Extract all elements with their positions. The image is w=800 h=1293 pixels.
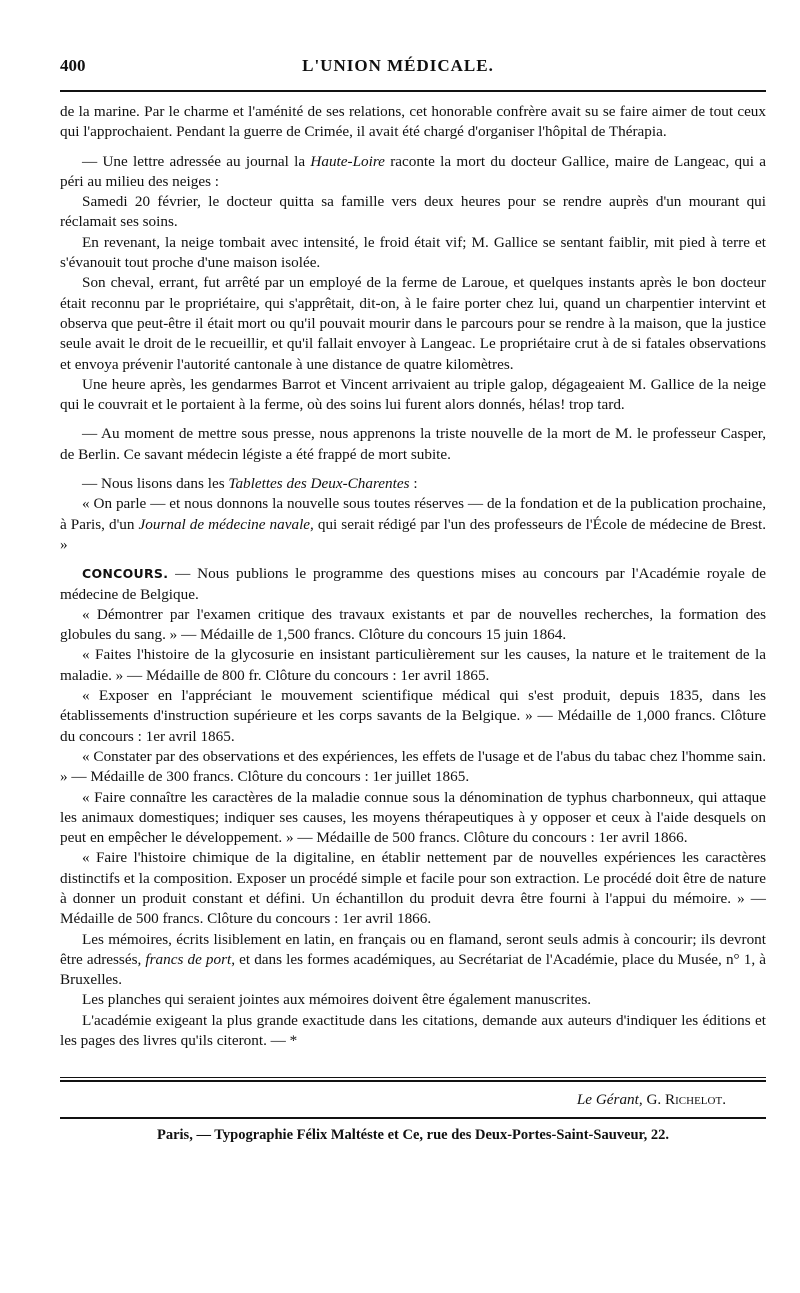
printer-imprint: Paris, — Typographie Félix Maltéste et Ce, rue des Deux-Portes-Saint-Sauveur, 22. — [156, 1126, 669, 1143]
signature — [60, 1090, 766, 1110]
paragraph-citations: L'académie exigeant la plus grande exactitude dans les citations, demande aux auteurs d'indiquer les éditions et les pages des livres qu'ils citeront. — * — [60, 1011, 766, 1050]
signature-name: G. Richelot. — [646, 1091, 726, 1109]
paragraph-marine: de la marine. Par le charme et l'aménité de ses relations, cet honorable confrère avait su se faire aimer de tout ceux qui l'approchaient. Pendant la guerre de Crimée, il avait été chargé d'organiser l'hôpital de Thérapia. — [60, 103, 766, 141]
paragraph-concours: CONCOURS. — Nous publions le programme des questions mises au concours par l'Académie royale de médecine de Belgique. — [60, 565, 766, 603]
paragraph-journal-navale: « On parle — et nous donnons la nouvelle sous toutes réserves — de la fondation et de la publication prochaine, à Paris, d'un Journal de médecine navale, qui serait rédigé par l'un des professeurs de l'École de médecine de Brest. » — [60, 495, 766, 553]
paragraph-question-mouvement: « Exposer en l'appréciant le mouvement scientifique médical qui s'est produit, depuis 1835, dans les établissements d'instruction supérieure et les corps savants de la Belgique. » — Médaille de 1,000 francs. Clôture du concours : 1er avril 1865. — [60, 687, 766, 745]
paragraph-casper: — Au moment de mettre sous presse, nous apprenons la triste nouvelle de la mort de M. le professeur Casper, de Berlin. Ce savant médecin légiste a été frappé de mort subite. — [60, 425, 766, 463]
paragraph-tablettes: — Nous lisons dans les Tablettes des Deux-Charentes : — [82, 475, 418, 493]
paragraph-gallice-letter: — Une lettre adressée au journal la Haute-Loire raconte la mort du docteur Gallice, maire de Langeac, qui a péri au milieu des neiges : — [60, 152, 766, 190]
journal-name: Tablettes des Deux-Charentes — [228, 475, 410, 493]
journal-name: Haute-Loire — [310, 152, 385, 170]
footer-rule — [60, 1077, 766, 1078]
paragraph-question-glycosurie: « Faites l'histoire de la glycosurie en insistant particulièrement sur les causes, la nature et le traitement de la maladie. » — Médaille de 800 fr. Clôture du concours : 1er avril 1865. — [60, 646, 766, 684]
paragraph-question-globules: « Démontrer par l'examen critique des travaux existants et par de nouvelles recherches, la formation des globules du sang. » — Médaille de 1,500 francs. Clôture du concours 15 juin 1864. — [60, 605, 766, 644]
journal-title: L'UNION MÉDICALE. — [302, 56, 494, 75]
page-number: 400 — [60, 56, 86, 75]
paragraph-revenant: En revenant, la neige tombait avec intensité, le froid était vif; M. Gallice se sentant faiblir, mit pied à terre et s'évanouit tout proche d'une maison isolée. — [60, 233, 766, 272]
imprint-rule — [60, 1117, 766, 1119]
page-header — [60, 56, 766, 86]
paragraph-question-tabac: « Constater par des observations et des expériences, les effets de l'usage et de l'abus du tabac chez l'homme sain. » — Médaille de 300 francs. Clôture du concours : 1er juillet 1865. — [60, 747, 766, 786]
paragraph-planches: Les planches qui seraient jointes aux mémoires doivent être également manuscrites. — [82, 991, 592, 1009]
paragraph-memoires: Les mémoires, écrits lisiblement en latin, en français ou en flamand, seront seuls admis à concourir; ils devront être adressés, francs de port, et dans les formes académiques, au Secrétariat de l'Académie, place du Musée, n° 1, à Bruxelles. — [60, 930, 766, 989]
signature-role: Le Gérant, — [576, 1091, 643, 1109]
footer-rule-thick — [60, 1080, 766, 1082]
paragraph-cheval: Son cheval, errant, fut arrêté par un employé de la ferme de Laroue, et quelques instants après le bon docteur était reconnu par le propriétaire, qui s'apprêtait, dit-on, à le faire porter chez lui, quand un charpentier intervint et observa que peut-être il était mort ou qu'il pouvait mourir dans le parcours pour se rendre à la maison, que la justice seule avait le droit de le recueillir, et qu'il fallait envoyer à Langeac. Le propriétaire crut à de si fatales observations et envoya prévenir l'autorité cantonale à une distance de quatre kilomètres. — [60, 274, 766, 373]
header-rule — [60, 90, 766, 92]
paragraph-question-digitaline: « Faire l'histoire chimique de la digitaline, en établir nettement par de nouvelles expériences les caractères distinctifs et la composition. Exposer un procédé simple et facile pour son extraction. Le procédé doit être de nature à donner un produit constant et défini. Un échantillon du produit devra être fourni à l'appui du mémoire. » — Médaille de 500 francs. Clôture du concours : 1er avril 1866. — [60, 849, 766, 928]
paragraph-question-typhus: « Faire connaître les caractères de la maladie connue sous la dénomination de typhus charbonneux, qui attaque les animaux domestiques; indiquer ses causes, les moyens thérapeutiques à y opposer et ceux à l'aide desquels on peut en empêcher le développement. » — Médaille de 500 francs. Clôture du concours : 1er avril 1866. — [60, 788, 766, 847]
paragraph-gendarmes: Une heure après, les gendarmes Barrot et Vincent arrivaient au triple galop, dégageaient M. Gallice de la neige qui le couvrait et le portaient à la ferme, où des soins lui furent alors donnés, hélas! trop tard. — [60, 375, 766, 414]
section-label: CONCOURS. — [82, 566, 169, 582]
paragraph-samedi: Samedi 20 février, le docteur quitta sa famille vers deux heures pour se rendre auprès d'un mourant qui réclamait ses soins. — [60, 193, 766, 231]
journal-name: Journal de médecine navale — [138, 515, 311, 533]
